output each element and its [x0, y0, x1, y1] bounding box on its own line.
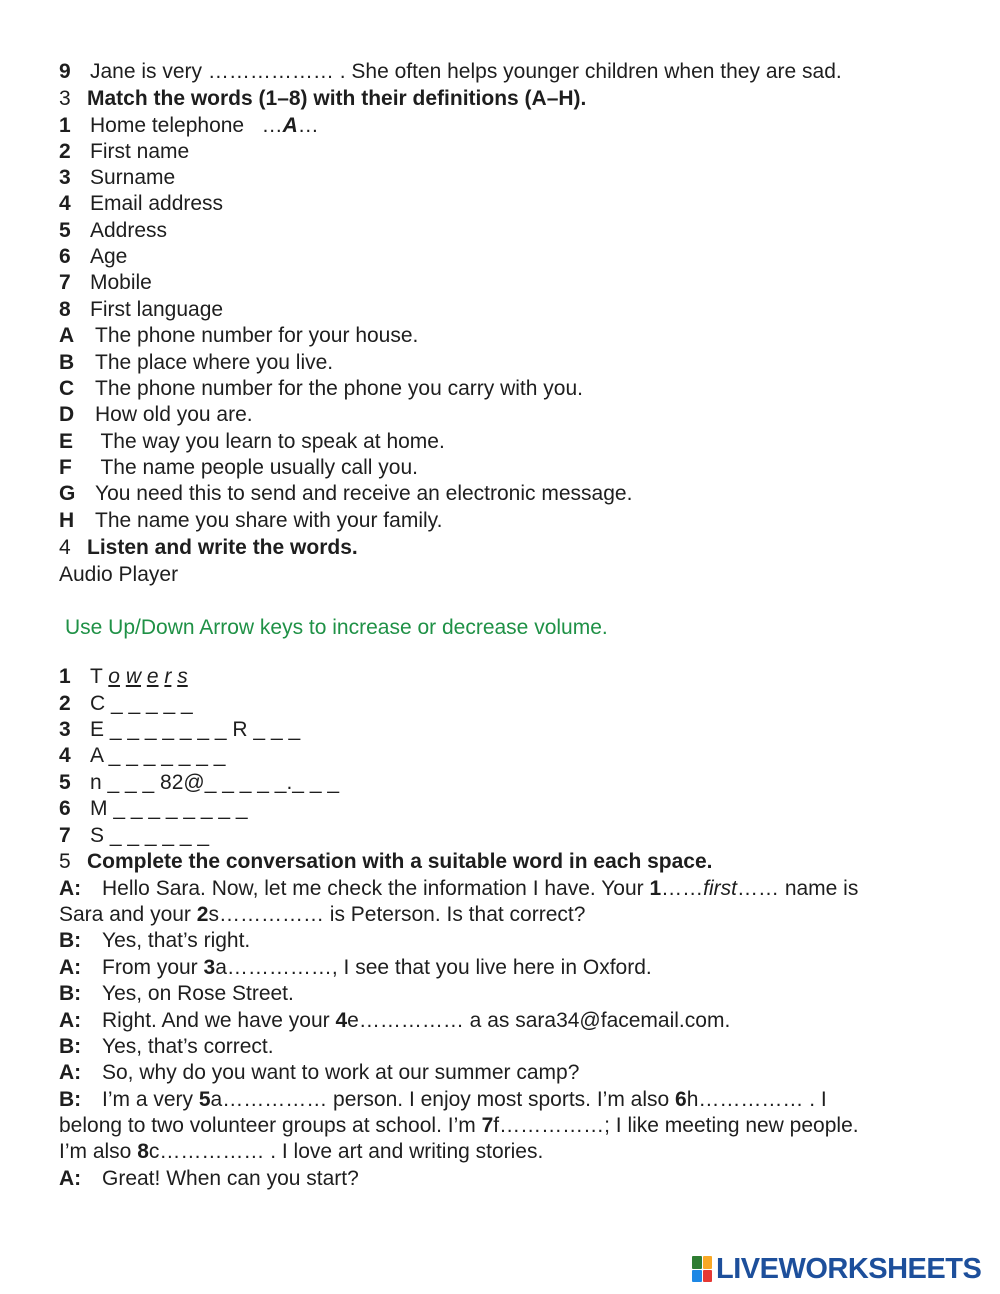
item-number: 9 — [59, 60, 71, 83]
line-text: So, why do you want to work at our summer camp? — [102, 1061, 580, 1084]
line-text: …… name is — [736, 877, 859, 900]
exercise-number: 5 — [59, 850, 71, 873]
item-number: 4 — [59, 744, 71, 767]
definition-text: The name people usually call you. — [95, 456, 418, 479]
item-number: 5 — [59, 771, 71, 794]
word-item — [59, 139, 189, 165]
definition-letter: E — [59, 430, 74, 453]
blank-word[interactable]: M _ _ _ _ _ _ _ _ — [90, 797, 248, 820]
listen-item — [59, 691, 193, 717]
word-prefix: T — [90, 665, 109, 688]
conversation-line — [59, 1008, 730, 1034]
conversation-line — [59, 955, 652, 981]
exercise-5-heading — [59, 849, 713, 875]
gap-dots: …… — [661, 877, 704, 900]
definition-item — [59, 350, 333, 376]
definition-text: The way you learn to speak at home. — [95, 430, 445, 453]
item-number: 1 — [59, 114, 71, 137]
word-item — [59, 270, 152, 296]
gap-number: 5 — [198, 1088, 211, 1111]
gap-number: 6 — [675, 1088, 687, 1111]
definition-item — [59, 455, 418, 481]
exercise-3-heading — [59, 86, 586, 112]
word-text: Surname — [90, 166, 176, 189]
definition-item — [59, 481, 632, 507]
definition-text: How old you are. — [95, 403, 253, 426]
line-text: Hello Sara. Now, let me check the information I have. Your — [102, 877, 650, 900]
definition-text: You need this to send and receive an electronic message. — [95, 482, 633, 505]
word-text: First language — [90, 298, 224, 321]
blank-word[interactable]: E _ _ _ _ _ _ _ R _ _ _ — [90, 718, 301, 741]
word-item — [59, 297, 223, 323]
item-number: 6 — [59, 245, 71, 268]
conversation-line — [59, 1087, 827, 1113]
line-text: belong to two volunteer groups at school. I’m — [59, 1114, 482, 1137]
definition-letter: F — [59, 456, 72, 479]
exercise-number: 3 — [59, 87, 71, 110]
exercise-title: Complete the conversation with a suitable word in each space. — [87, 850, 713, 873]
speaker-label: A: — [59, 1167, 82, 1190]
answer-letter[interactable]: s — [177, 665, 188, 688]
logo-square — [703, 1256, 713, 1269]
line-text: Yes, that’s correct. — [102, 1035, 274, 1058]
item-number: 1 — [59, 665, 71, 688]
definition-item — [59, 323, 418, 349]
definition-letter: C — [59, 377, 75, 400]
conversation-line — [59, 876, 858, 902]
logo-square — [692, 1256, 702, 1269]
line-text: From your — [102, 956, 204, 979]
gap-field[interactable]: a…………… person. I enjoy most sports. I’m also — [210, 1088, 676, 1111]
blank-word[interactable]: S _ _ _ _ _ _ — [90, 824, 210, 847]
word-text: Email address — [90, 192, 224, 215]
conversation-line — [59, 1139, 543, 1165]
definition-text: The phone number for your house. — [95, 324, 419, 347]
item-number: 4 — [59, 192, 71, 215]
audio-player-label[interactable]: Audio Player — [59, 563, 179, 586]
gap-field[interactable]: s…………… is Peterson. Is that correct? — [208, 903, 586, 926]
word-item — [59, 165, 175, 191]
exercise-title: Match the words (1–8) with their definitions (A–H). — [87, 87, 587, 110]
logo-text: LIVEWORKSHEETS — [716, 1252, 982, 1285]
definition-item — [59, 429, 445, 455]
exercise-number: 4 — [59, 536, 71, 559]
gap-field[interactable]: c…………… . I love art and writing stories. — [148, 1140, 544, 1163]
item-number: 6 — [59, 797, 71, 820]
line-text: Great! When can you start? — [102, 1167, 359, 1190]
blank-word[interactable]: C _ _ _ _ _ — [90, 692, 193, 715]
answer-letter[interactable]: e — [146, 665, 159, 688]
line-text: I’m a very — [102, 1088, 199, 1111]
definition-letter: H — [59, 509, 75, 532]
item-number: 3 — [59, 166, 71, 189]
speaker-label: B: — [59, 929, 82, 952]
item-number: 2 — [59, 140, 71, 163]
definition-letter: G — [59, 482, 76, 505]
speaker-label: A: — [59, 1009, 82, 1032]
item-number: 8 — [59, 298, 71, 321]
definition-item — [59, 402, 253, 428]
gap-field[interactable]: e…………… a as sara34@facemail.com. — [347, 1009, 731, 1032]
gap-number: 8 — [137, 1140, 149, 1163]
definition-letter: A — [59, 324, 75, 347]
speaker-label: B: — [59, 1088, 82, 1111]
item-number: 3 — [59, 718, 71, 741]
listen-item — [59, 796, 248, 822]
word-text: Home telephone … — [90, 114, 283, 137]
word-text: First name — [90, 140, 190, 163]
question-9 — [59, 59, 842, 85]
answer-letter[interactable]: o — [108, 665, 120, 688]
item-number: 5 — [59, 219, 71, 242]
conversation-line — [59, 1166, 359, 1192]
blank-word[interactable]: n _ _ _ 82@_ _ _ _ _._ _ _ — [90, 771, 340, 794]
speaker-label: B: — [59, 982, 82, 1005]
definition-text: The place where you live. — [95, 351, 334, 374]
definition-letter: B — [59, 351, 75, 374]
word-item — [59, 244, 127, 270]
gap-answer[interactable]: first — [703, 877, 737, 900]
answer-field[interactable]: A — [282, 114, 298, 137]
definition-letter: D — [59, 403, 75, 426]
answer-letter[interactable]: w — [125, 665, 141, 688]
listen-item — [59, 823, 209, 849]
logo-square — [692, 1270, 702, 1283]
gap-number: 2 — [196, 903, 209, 926]
question-text: Jane is very ……………… . She often helps younger children when they are sad. — [90, 60, 842, 83]
line-text: I’m also — [59, 1140, 138, 1163]
conversation-line — [59, 1113, 859, 1139]
definition-item — [59, 508, 442, 534]
item-number: 2 — [59, 692, 71, 715]
gap-field[interactable]: h…………… . I — [686, 1088, 827, 1111]
gap-number: 7 — [481, 1114, 494, 1137]
answer-letter[interactable]: r — [164, 665, 172, 688]
speaker-label: B: — [59, 1035, 82, 1058]
word-text: Age — [90, 245, 128, 268]
line-text: Sara and your — [59, 903, 197, 926]
answer-dots: … — [297, 114, 319, 137]
logo-square — [703, 1270, 713, 1283]
word-item — [59, 113, 319, 139]
listen-item — [59, 717, 300, 743]
speaker-label: A: — [59, 1061, 82, 1084]
definition-item — [59, 376, 583, 402]
word-text: Address — [90, 219, 168, 242]
conversation-line — [59, 902, 585, 928]
definition-text: The name you share with your family. — [95, 509, 443, 532]
gap-number: 1 — [649, 877, 662, 900]
exercise-title: Listen and write the words. — [87, 536, 358, 559]
speaker-label: A: — [59, 956, 82, 979]
speaker-label: A: — [59, 877, 82, 900]
conversation-line — [59, 981, 294, 1007]
liveworksheets-icon — [692, 1256, 712, 1282]
gap-number: 4 — [335, 1009, 348, 1032]
item-number: 7 — [59, 271, 71, 294]
word-item — [59, 191, 223, 217]
line-text: Yes, on Rose Street. — [102, 982, 294, 1005]
line-text: Yes, that’s right. — [102, 929, 251, 952]
listen-item — [59, 743, 225, 769]
line-text: Right. And we have your — [102, 1009, 336, 1032]
conversation-line — [59, 1034, 274, 1060]
gap-field[interactable]: f……………; I like meeting new people. — [493, 1114, 859, 1137]
gap-field[interactable]: a……………, I see that you live here in Oxford. — [215, 956, 652, 979]
word-item — [59, 218, 167, 244]
word-text: Mobile — [90, 271, 152, 294]
liveworksheets-logo[interactable] — [692, 1253, 981, 1285]
conversation-line — [59, 1060, 579, 1086]
gap-number: 3 — [203, 956, 216, 979]
item-number: 7 — [59, 824, 71, 847]
conversation-line — [59, 928, 250, 954]
audio-volume-hint: Use Up/Down Arrow keys to increase or decrease volume. — [65, 616, 608, 639]
listen-item — [59, 664, 188, 690]
listen-item — [59, 770, 339, 796]
exercise-4-heading — [59, 535, 358, 561]
blank-word[interactable]: A _ _ _ _ _ _ _ — [90, 744, 226, 767]
definition-text: The phone number for the phone you carry with you. — [95, 377, 583, 400]
